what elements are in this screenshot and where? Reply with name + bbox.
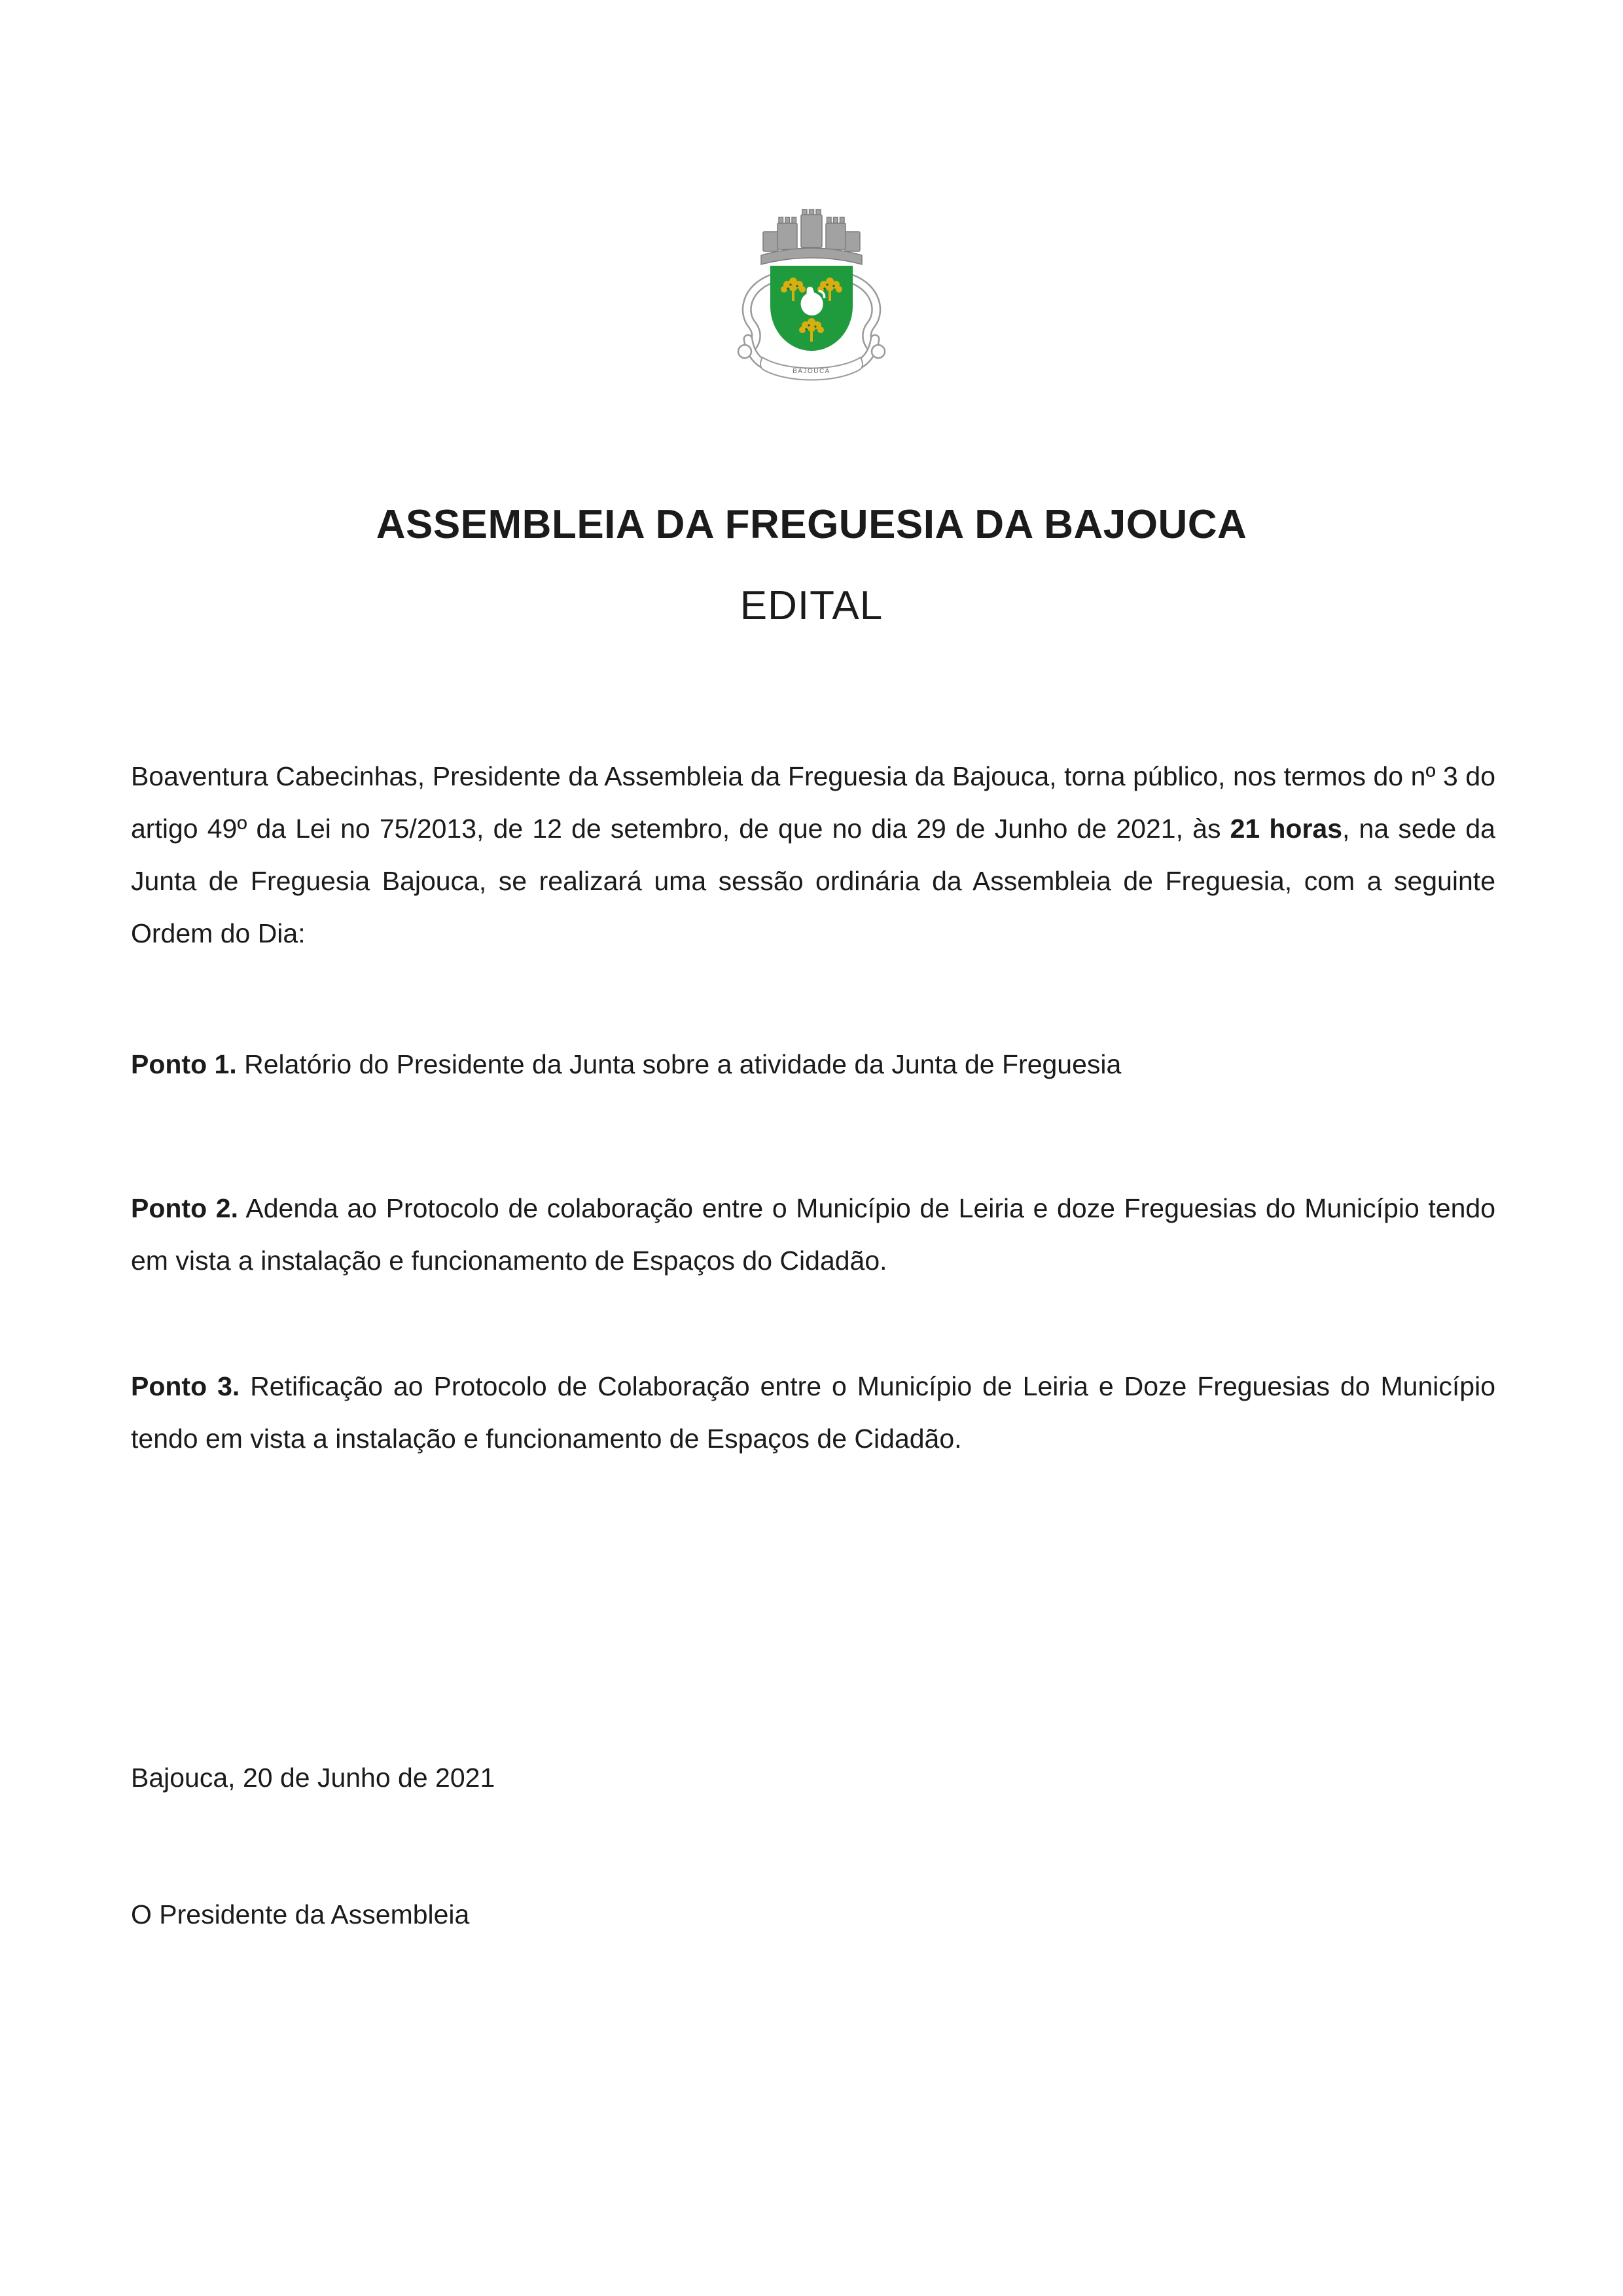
edital-heading: EDITAL (740, 583, 883, 628)
scroll-ribbon-left (738, 279, 776, 368)
intro-paragraph: Boaventura Cabecinhas, Presidente da Assembleia da Freguesia da Bajouca, torna público, nos termos do nº 3 do artigo 49º da Lei no 75/2013, de 12 de setembro, de que no dia 29 de Junho de 2021, às 21 horas, na sede da Junta de Freguesia Bajouca, se realizará uma sessão ordinária da Assembleia de Freguesia, com a seguinte Ordem do Dia: (131, 761, 1495, 948)
agenda-item-2: Ponto 2. Adenda ao Protocolo de colaboração entre o Município de Leiria e doze Freguesias do Município tendo em vista a instalação e funcionamento de Espaços do Cidadão. (131, 1193, 1496, 1276)
bajouca-coat-of-arms-icon (726, 202, 897, 398)
scroll-ribbon-right (847, 279, 885, 368)
signature-line: O Presidente da Assembleia (131, 1899, 470, 1929)
mural-crown-icon (761, 209, 862, 264)
crest-banner-text: BAJOUCA (793, 368, 830, 375)
agenda-item-3: Ponto 3. Retificação ao Protocolo de Colaboração entre o Município de Leiria e Doze Freguesias do Município tendo em vista a instalação e funcionamento de Espaços de Cidadão. (131, 1371, 1496, 1454)
agenda-item-1: Ponto 1. Relatório do Presidente da Junta sobre a atividade da Junta de Freguesia (131, 1049, 1122, 1079)
document-title: ASSEMBLEIA DA FREGUESIA DA BAJOUCA (376, 502, 1247, 547)
place-date-line: Bajouca, 20 de Junho de 2021 (131, 1763, 495, 1793)
